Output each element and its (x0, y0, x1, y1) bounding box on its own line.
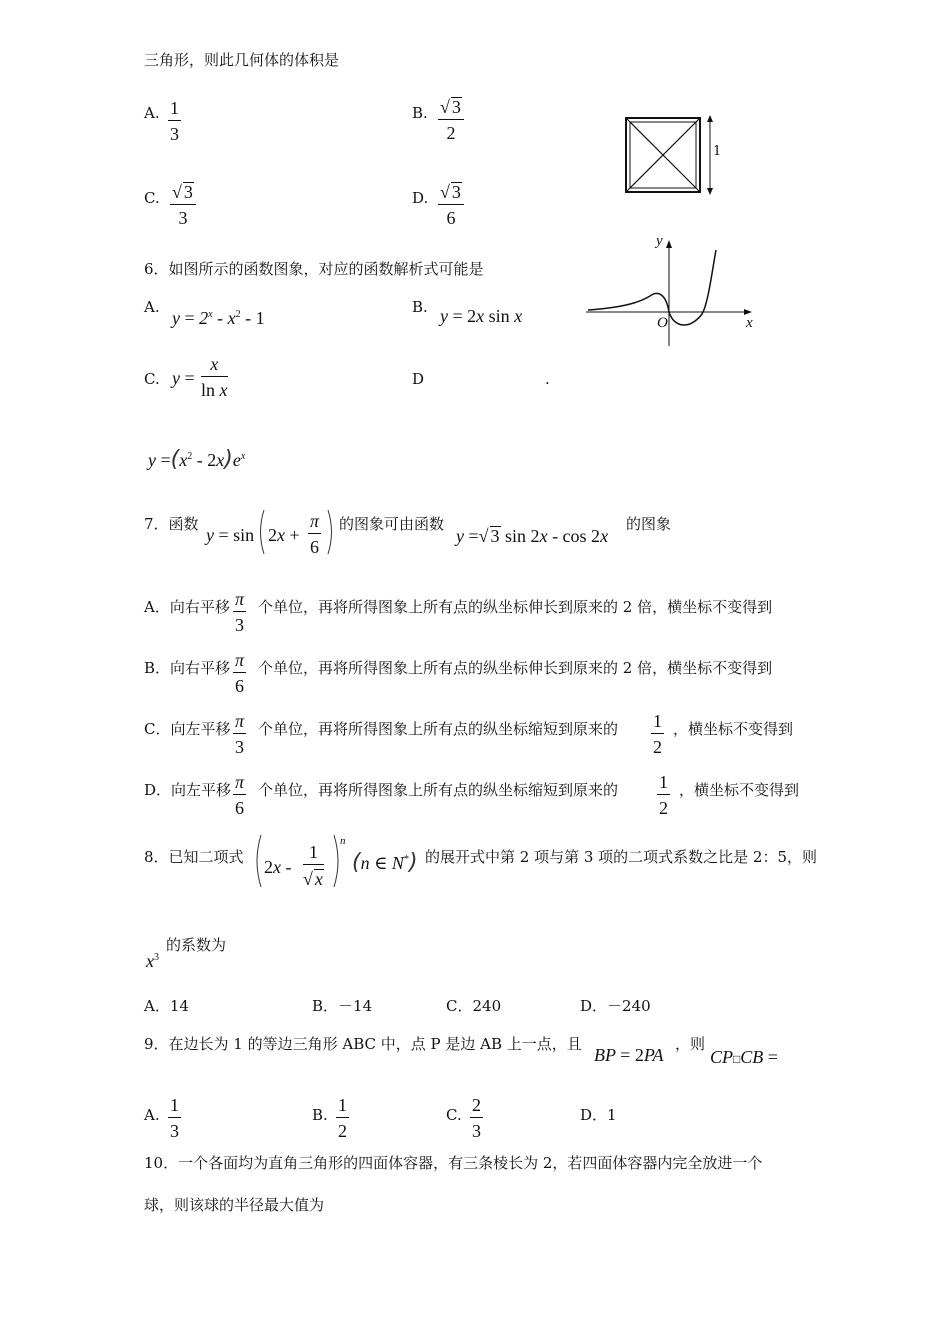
q6-graph-origin-label: O (657, 315, 668, 331)
q7-option-c-fraction: $\frac{\pi}{3}$ (235, 711, 245, 757)
q7-formula-source: y =√ 3 sin 2x - cos 2x (456, 526, 609, 546)
q9-option-b-fraction: $\frac{1}{2}$ (338, 1095, 347, 1141)
q6-option-a-formula: $y = 2^x - x^2 - 1$ (172, 308, 265, 328)
q6-option-c-formula: y = (172, 368, 195, 388)
q5-option-d-label: D. (412, 189, 429, 207)
q9-option-d: D．1 (580, 1106, 617, 1124)
q10-line1: 10．一个各面均为直角三角形的四面体容器，有三条棱长为 2，若四面体容器内完全放进一个 (144, 1154, 763, 1172)
q5-stem-tail: 三角形，则此几何体的体积是 (144, 51, 340, 69)
q8-binomial-left: 2x - (264, 857, 292, 877)
q9-option-b-label: B. (312, 1106, 328, 1124)
q6-option-b-label: B. (412, 298, 428, 316)
q6-option-b-formula: y = 2x sin x (440, 306, 523, 326)
q5-option-a-label: A. (144, 104, 160, 122)
q6-function-graph (582, 232, 762, 352)
q7-target-fraction: $\frac{\pi}{6}$ (310, 511, 320, 557)
q8-option-c: C．240 (446, 997, 502, 1015)
q7-option-d-fraction: $\frac{\pi}{6}$ (235, 772, 245, 818)
q6-option-d-dot: . (545, 370, 550, 388)
q5-option-b-fraction: $\frac{√ 3}{2}$ (438, 97, 464, 142)
q7-label: 7．函数 (144, 515, 199, 533)
q7-option-b-fraction: $\frac{\pi}{6}$ (235, 650, 245, 696)
q8-option-a: A．14 (144, 997, 189, 1015)
q9-stem: 9．在边长为 1 的等边三角形 ABC 中，点 P 是边 AB 上一点，且 (144, 1035, 582, 1053)
q9-option-c-label: C. (446, 1106, 462, 1124)
q5-option-b-label: B. (412, 104, 428, 122)
q7-option-c-half: $\frac{1}{2}$ (653, 711, 662, 757)
q8-domain-n: (n ∈ N*) (352, 850, 418, 875)
q8-line2: 的系数为 (166, 936, 227, 954)
q7-mid-text: 的图象可由函数 (339, 515, 445, 533)
q6-graph-y-label: y (656, 233, 663, 249)
q8-binomial-fraction: $\frac{1}{√ x}$ (303, 842, 323, 889)
q10-line2: 球，则该球的半径最大值为 (144, 1196, 325, 1214)
q6-option-d-formula: $y =(x^2 - 2x)e^x$ (148, 447, 246, 472)
q9-option-c-fraction: $\frac{2}{3}$ (472, 1095, 481, 1141)
q5-option-c-label: C. (144, 189, 160, 207)
q9-option-a-label: A. (144, 1106, 160, 1124)
q5-option-d-fraction: $\frac{√ 3}{6}$ (438, 182, 464, 227)
q6-option-d-label: D (412, 370, 425, 388)
q9-option-a-fraction: $\frac{1}{3}$ (170, 1095, 179, 1141)
q9-dot-product: CP□CB = (710, 1047, 778, 1067)
q5-figure-side-label: 1 (713, 144, 722, 159)
q9-then-text: ，则 (675, 1035, 706, 1053)
q7-option-d-half: $\frac{1}{2}$ (659, 772, 668, 818)
q7-target-arg: 2x + (268, 525, 300, 545)
q5-option-c-fraction: $\frac{√ 3}{3}$ (170, 182, 196, 227)
q7-tail-text: 的图象 (626, 515, 672, 533)
q8-exponent-n: n (340, 835, 346, 847)
q9-condition-formula: BP = 2PA (594, 1045, 664, 1065)
q8-x-cubed: $x^3$ (146, 951, 159, 971)
q6-graph-x-label: x (746, 315, 753, 331)
q6-option-c-label: C. (144, 370, 160, 388)
q5-option-a-fraction: $\frac{1}{3}$ (170, 98, 179, 144)
q6-option-a-label: A. (144, 298, 160, 316)
q8-tail-text: 的展开式中第 2 项与第 3 项的二项式系数之比是 2：5，则 (425, 848, 818, 866)
q8-option-b: B．－14 (312, 997, 373, 1015)
q7-formula-target: y = sin (206, 525, 255, 545)
q6-option-c-fraction: $\frac{x}{\text{ln x}}$ (201, 354, 228, 400)
q6-stem: 6．如图所示的函数图象，对应的函数解析式可能是 (144, 260, 484, 278)
q8-option-d: D．－240 (580, 997, 651, 1015)
q7-option-a-fraction: $\frac{\pi}{3}$ (235, 589, 245, 635)
q8-label: 8．已知二项式 (144, 848, 244, 866)
